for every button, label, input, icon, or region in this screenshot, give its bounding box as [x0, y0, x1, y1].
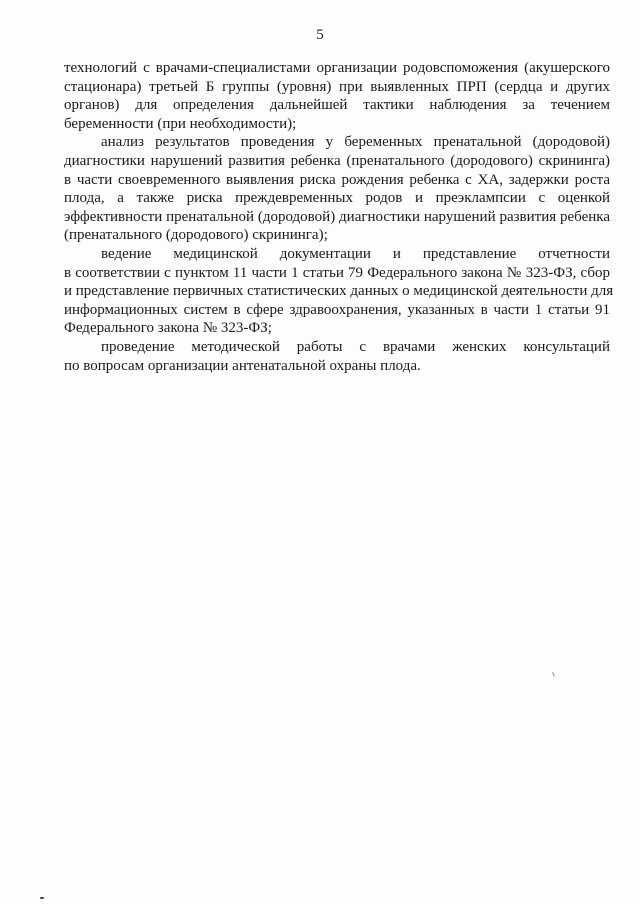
text-line: проведение методической работы с врачами женских консультаций	[101, 338, 610, 355]
scan-artifact	[40, 897, 44, 899]
paragraph-analysis	[64, 133, 610, 245]
text-line: в части своевременного выявления риска рождения ребенка с ХА, задержки роста	[64, 171, 610, 188]
text-line: органов) для определения дальнейшей тактики наблюдения за течением	[64, 97, 610, 114]
text-line: ведение медицинской документации и представление отчетности	[101, 245, 610, 262]
text-line: по вопросам организации антенатальной охраны плода.	[64, 357, 421, 374]
text-line: плода, а также риска преждевременных родов и преэклампсии с оценкой	[64, 190, 610, 207]
text-line: диагностики нарушений развития ребенка (пренатального (дородового) скрининга)	[64, 152, 610, 169]
text-line: анализ результатов проведения у беременных пренатальной (дородовой)	[101, 134, 610, 151]
text-line: стационара) третьей Б группы (уровня) при выявленных ПРП (сердца и других	[64, 78, 610, 95]
page-number: 5	[316, 27, 324, 43]
text-line: (пренатального (дородового) скрининга);	[64, 227, 328, 244]
text-line: информационных систем в сфере здравоохранения, указанных в части 1 статьи 91	[64, 301, 610, 318]
text-line: в соответствии с пунктом 11 части 1 статьи 79 Федерального закона № 323-ФЗ, сбор	[64, 264, 610, 281]
text-line: и представление первичных статистических данных о медицинской деятельности для	[64, 283, 614, 300]
scan-artifact	[552, 672, 555, 677]
text-line: эффективности пренатальной (дородовой) диагностики нарушений развития ребенка	[64, 208, 610, 225]
document-body	[64, 59, 614, 375]
text-line: Федерального закона № 323-ФЗ;	[64, 320, 272, 337]
text-line: беременности (при необходимости);	[64, 115, 297, 132]
paragraph-documentation	[64, 245, 614, 338]
paragraph-continuation	[64, 59, 610, 133]
paragraph-methodical-work	[64, 338, 610, 375]
text-line: технологий с врачами-специалистами организации родовспоможения (акушерского	[64, 60, 610, 76]
